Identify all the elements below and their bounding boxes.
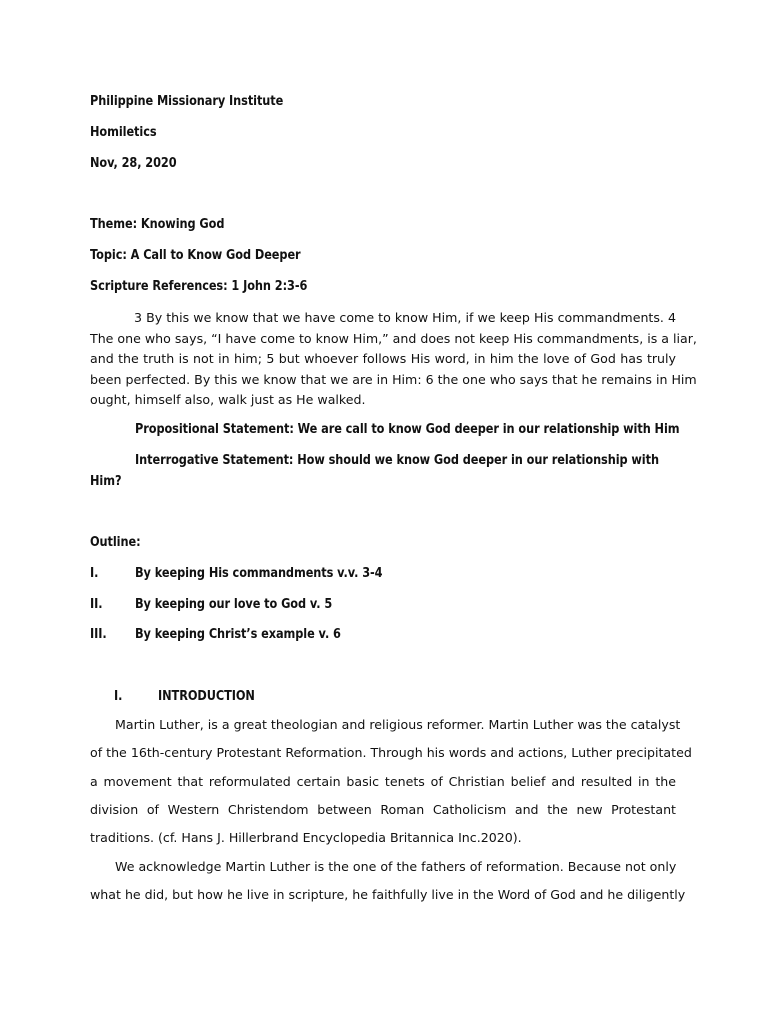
interrogative-statement-cont: Him?	[90, 473, 122, 489]
course-name: Homiletics	[90, 124, 157, 140]
scripture-reference: Scripture References: 1 John 2:3-6	[90, 278, 308, 294]
paragraph-line: what he did, but how he live in scripture, he faithfully live in the Word of God and he diligently	[90, 887, 686, 902]
sermon-theme: Theme: Knowing God	[90, 216, 225, 232]
paragraph-line: of the 16th-century Protestant Reformation. Through his words and actions, Luther precipitated	[90, 745, 692, 760]
propositional-statement: Propositional Statement: We are call to know God deeper in our relationship with Him	[135, 421, 680, 437]
paragraph-line: We acknowledge Martin Luther is the one of the fathers of reformation. Because not only	[115, 859, 677, 874]
section-heading: INTRODUCTION	[158, 688, 255, 704]
section-number: I.	[114, 688, 123, 704]
paragraph-line: division of Western Christendom between Roman Catholicism and the new Protestant	[90, 802, 676, 817]
outline-item-number: III.	[90, 626, 107, 642]
scripture-line: ought, himself also, walk just as He walked.	[90, 392, 366, 407]
sermon-topic: Topic: A Call to Know God Deeper	[90, 247, 301, 263]
scripture-line: 3 By this we know that we have come to know Him, if we keep His commandments. 4	[134, 310, 676, 325]
scripture-line: and the truth is not in him; 5 but whoever follows His word, in him the love of God has truly	[90, 351, 676, 366]
paragraph-line: traditions. (cf. Hans J. Hillerbrand Encyclopedia Britannica Inc.2020).	[90, 830, 522, 845]
document-date: Nov, 28, 2020	[90, 155, 177, 171]
outline-item-text: By keeping Christ’s example v. 6	[135, 626, 341, 642]
outline-title: Outline:	[90, 534, 141, 550]
outline-item-text: By keeping our love to God v. 5	[135, 596, 333, 612]
outline-item-number: II.	[90, 596, 103, 612]
institute-name: Philippine Missionary Institute	[90, 93, 284, 109]
scripture-line: been perfected. By this we know that we are in Him: 6 the one who says that he remains in Him	[90, 372, 697, 387]
paragraph-line: Martin Luther, is a great theologian and religious reformer. Martin Luther was the catalyst	[115, 717, 681, 732]
scripture-line: The one who says, “I have come to know Him,” and does not keep His commandments, is a liar,	[90, 331, 697, 346]
interrogative-statement: Interrogative Statement: How should we know God deeper in our relationship with	[135, 452, 659, 468]
paragraph-line: a movement that reformulated certain basic tenets of Christian belief and resulted in the	[90, 774, 676, 789]
outline-item-number: I.	[90, 565, 99, 581]
outline-item-text: By keeping His commandments v.v. 3-4	[135, 565, 383, 581]
